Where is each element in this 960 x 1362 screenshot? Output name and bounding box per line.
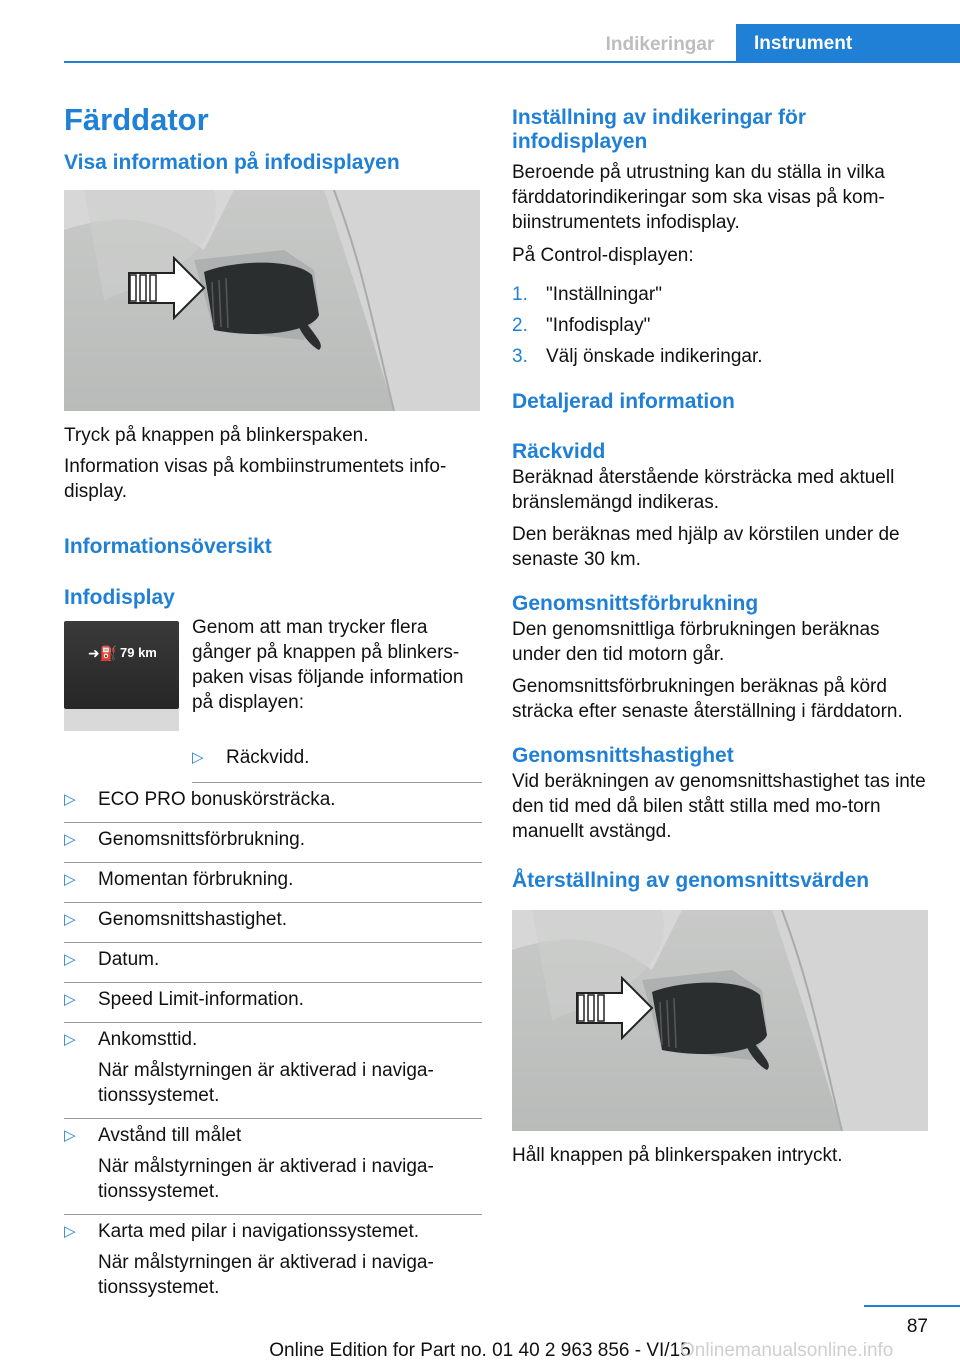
list-item-label: Genomsnittshastighet. xyxy=(98,909,288,930)
list-item-label: Ankomsttid. xyxy=(98,1029,198,1050)
watermark: Onlinemanualsonline.info xyxy=(680,1340,894,1361)
list-item-label: Avstånd till målet xyxy=(98,1125,242,1146)
list-item-note: När målstyrningen är aktiverad i naviga-tionssystemet. xyxy=(98,1252,434,1298)
list-item xyxy=(64,979,482,1019)
paragraph-range-1: Beräknad återstående körsträcka med aktuell bränslemängd indikeras. xyxy=(512,467,895,513)
list-item-note: När målstyrningen är aktiverad i naviga-tionssystemet. xyxy=(98,1060,434,1106)
list-item xyxy=(64,819,482,859)
list-item-note: När målstyrningen är aktiverad i naviga-tionssystemet. xyxy=(98,1156,434,1202)
triangle-bullet-icon: ▷ xyxy=(64,831,76,848)
section-heading-overview: Informationsöversikt xyxy=(64,535,272,558)
list-item-label: Datum. xyxy=(98,949,160,970)
section-heading-reset: Återställning av genomsnittsvärden xyxy=(512,869,870,892)
triangle-bullet-icon: ▷ xyxy=(64,871,76,888)
infodisplay-readout: 79 km xyxy=(120,645,157,660)
list-item xyxy=(64,1115,482,1211)
footer-rule xyxy=(864,1305,960,1307)
triangle-bullet-icon: ▷ xyxy=(64,951,76,968)
paragraph-range-2: Den beräknas med hjälp av körstilen under de senaste 30 km. xyxy=(512,524,900,570)
list-item xyxy=(64,779,482,819)
list-item-label: ECO PRO bonuskörsträcka. xyxy=(98,789,336,810)
step-label: "Infodisplay" xyxy=(546,315,651,336)
fuel-arrow-icon: ➜⛽ xyxy=(88,645,118,661)
list-item xyxy=(64,939,482,979)
header-section-tab: Indikeringar xyxy=(605,34,715,55)
right-column xyxy=(512,106,928,1168)
step-item xyxy=(512,344,928,369)
step-item xyxy=(512,282,928,307)
paragraph-avg-consumption-2: Genomsnittsförbrukningen beräknas på körd sträcka efter senaste återställning i färddatorn. xyxy=(512,676,903,722)
paragraph-press-button: Tryck på knappen på blinkerspaken. xyxy=(64,425,369,446)
paragraph-avg-consumption-1: Den genomsnittliga förbrukningen beräknas under den tid motorn går. xyxy=(512,619,880,665)
section-heading-detail: Detaljerad information xyxy=(512,390,735,413)
header-chapter-tab: Instrument xyxy=(736,24,960,63)
triangle-bullet-icon: ▷ xyxy=(64,1031,76,1048)
stalk-button-drawing xyxy=(512,910,928,1131)
list-item xyxy=(64,859,482,899)
list-item-label: Speed Limit-information. xyxy=(98,989,304,1010)
subsection-heading-avg-speed: Genomsnittshastighet xyxy=(512,744,734,767)
left-column xyxy=(64,100,482,1300)
subsection-heading-infodisplay: Infodisplay xyxy=(64,586,175,609)
step-number: 2. xyxy=(512,315,528,336)
step-item xyxy=(512,313,928,338)
paragraph-settings: Beroende på utrustning kan du ställa in vilka färddatorindikeringar som ska visas på kom-biinstrumentets infodisplay. xyxy=(512,162,885,233)
infodisplay-base xyxy=(64,709,179,731)
triangle-bullet-icon: ▷ xyxy=(64,1223,76,1240)
settings-steps xyxy=(512,282,928,369)
subsection-heading-avg-consumption: Genomsnittsförbrukning xyxy=(512,592,759,615)
paragraph-control-display: På Control-displayen: xyxy=(512,245,694,266)
triangle-bullet-icon: ▷ xyxy=(64,991,76,1008)
list-item xyxy=(64,899,482,939)
section-heading-settings: Inställning av indikeringar för infodisplayen xyxy=(512,106,807,153)
page-number: 87 xyxy=(906,1316,928,1337)
infodisplay-block xyxy=(64,615,482,745)
paragraph-avg-speed: Vid beräkningen av genomsnittshastighet tas inte den tid med då bilen stått stilla med mo-torn manuellt avstängd. xyxy=(512,771,926,842)
reset-illustration xyxy=(512,910,928,1131)
triangle-bullet-icon: ▷ xyxy=(192,749,204,766)
stalk-button-illustration xyxy=(64,190,480,411)
list-item-label: Räckvidd. xyxy=(226,747,310,768)
paragraph-hold-button: Håll knappen på blinkerspaken intryckt. xyxy=(512,1145,843,1166)
display-info-list xyxy=(64,745,482,1300)
infodisplay-screen xyxy=(64,621,179,709)
list-item-label: Genomsnittsförbrukning. xyxy=(98,829,305,850)
triangle-bullet-icon: ▷ xyxy=(64,791,76,808)
triangle-bullet-icon: ▷ xyxy=(64,1127,76,1144)
paragraph-info-shown: Information visas på kombiinstrumentets info-display. xyxy=(64,456,447,502)
header-rule xyxy=(64,61,960,63)
list-item xyxy=(64,1211,482,1300)
step-number: 3. xyxy=(512,346,528,367)
stalk-button-drawing xyxy=(64,190,480,411)
triangle-bullet-icon: ▷ xyxy=(64,911,76,928)
edition-line: Online Edition for Part no. 01 40 2 963 856 - VI/15 xyxy=(269,1340,691,1361)
list-item-label: Karta med pilar i navigationssystemet. xyxy=(98,1221,420,1242)
paragraph-press-repeatedly: Genom att man trycker flera gånger på knappen på blinkers-paken visas följande information på displayen: xyxy=(192,617,464,713)
step-number: 1. xyxy=(512,284,528,305)
list-item-label: Momentan förbrukning. xyxy=(98,869,294,890)
section-heading-show-info: Visa information på infodisplayen xyxy=(64,151,400,174)
list-item xyxy=(192,745,482,779)
list-item xyxy=(64,1019,482,1115)
page-title: Färddator xyxy=(64,102,209,137)
step-label: Välj önskade indikeringar. xyxy=(546,346,763,367)
subsection-heading-range: Räckvidd xyxy=(512,440,606,463)
step-label: "Inställningar" xyxy=(546,284,662,305)
